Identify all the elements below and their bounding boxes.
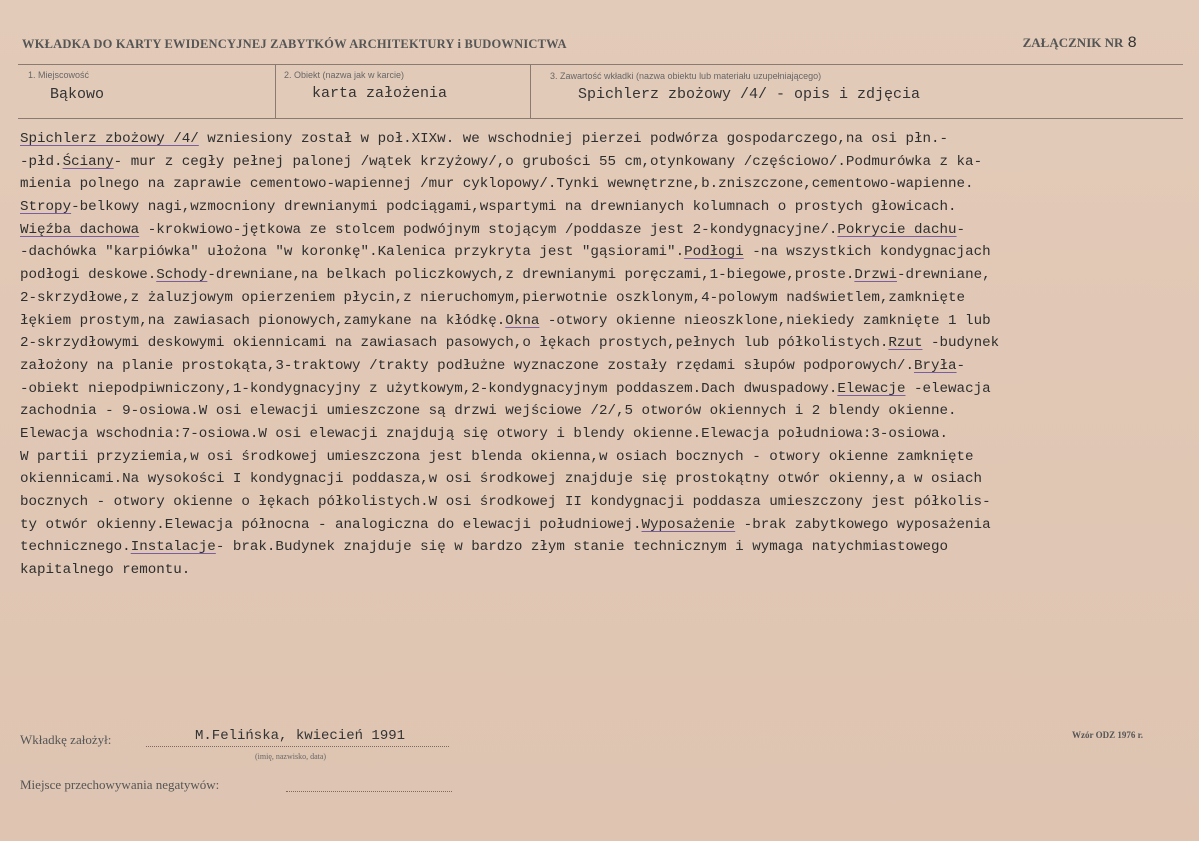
field-divider-2 <box>530 64 531 118</box>
text-line <box>20 468 1195 491</box>
text-line <box>20 332 1195 355</box>
text-line <box>20 423 1195 446</box>
contents-value: Spichlerz zbożowy /4/ - opis i zdjęcia <box>578 86 921 103</box>
text-segment: -brak zabytkowego wyposażenia <box>735 516 991 533</box>
section-heading: Pokrycie dachu <box>837 221 957 238</box>
text-line <box>20 491 1195 514</box>
section-heading: Stropy <box>20 199 72 216</box>
text-segment: Elewacja wschodnia:7-osiowa.W osi elewacji znajdują się otwory i blendy okienne.Elewacja południowa:3-osiowa. <box>20 425 949 442</box>
text-line <box>20 400 1195 423</box>
text-segment: bocznych - otwory okienne o łękach półkolistych.W osi środkowej II kondygnacji poddasza umieszczony jest półkolis- <box>20 494 991 510</box>
text-line <box>20 196 1195 219</box>
annex-number <box>1023 34 1137 52</box>
text-segment: 2-skrzydłowe,z żaluzjowym opierzeniem płycin,z nieruchomym,pierwotnie oszklonym,4-polowym nadświetlem,zamknięte <box>20 289 966 306</box>
locality-label: 1. Miejscowość <box>28 70 90 80</box>
text-line <box>20 264 1195 287</box>
text-line <box>20 446 1195 469</box>
contents-label: 3. Zawartość wkładki (nazwa obiektu lub materiału uzupełniającego) <box>550 71 822 81</box>
text-segment: -dachówka "karpiówka" ułożona "w koronkę".Kalenica przykryta jest "gąsiorami". <box>20 244 685 261</box>
annex-label: ZAŁĄCZNIK NR <box>1022 35 1124 50</box>
text-segment: -krokwiowo-jętkowa ze stolcem podwójnym stojącym /poddasze jest 2-kondygnacyjne/. <box>139 221 838 238</box>
section-heading: Rzut <box>888 335 923 352</box>
text-segment: -obiekt niepodpiwniczony,1-kondygnacyjny z użytkowym,2-kondygnacyjnym poddaszem.Dach dwuspadowy. <box>20 380 838 397</box>
text-segment: -drewniane,na belkach policzkowych,z drewnianymi poręczami,1-biegowe,proste. <box>207 267 855 284</box>
section-heading: Bryła <box>913 357 957 374</box>
section-heading: Drzwi <box>854 267 897 284</box>
text-line <box>20 310 1195 333</box>
section-heading: Wyposażenie <box>641 516 736 533</box>
field-box-bottom-rule <box>18 118 1183 119</box>
section-heading: Ściany <box>62 153 114 170</box>
text-line <box>20 173 1195 196</box>
form-reference: Wzór ODZ 1976 r. <box>1072 730 1143 740</box>
field-box-top-rule <box>18 64 1183 65</box>
text-line <box>20 378 1195 401</box>
founder-caption: (imię, nazwisko, data) <box>255 752 327 761</box>
object-label: 2. Obiekt (nazwa jak w karcie) <box>284 70 405 80</box>
text-segment: 2-skrzydłowymi deskowymi okiennicami na zawiasach pasowych,o łękach prostych,pełnych lub półkolistych. <box>20 335 889 352</box>
text-segment: -na wszystkich kondygnacjach <box>743 244 991 261</box>
text-segment: podłogi deskowe. <box>20 267 157 284</box>
text-line <box>20 559 1195 582</box>
text-segment: -belkowy nagi,wzmocniony drewnianymi podciągami,wspartymi na drewnianych kolumnach o prostych głowicach. <box>71 199 957 216</box>
text-segment: kapitalnego remontu. <box>20 562 191 579</box>
founder-value: M.Felińska, kwiecień 1991 <box>195 728 406 744</box>
text-segment: W partii przyziemia,w osi środkowej umieszczona jest blenda okienna,w osiach bocznych - otwory okienne zamknięte <box>20 448 974 465</box>
field-divider-1 <box>275 64 276 118</box>
text-segment: wzniesiony został w poł.XIXw. we wschodniej pierzei podwórza gospodarczego,na osi płn.- <box>198 131 949 147</box>
text-segment: -drewniane, <box>896 267 991 284</box>
section-heading: Instalacje <box>130 539 216 556</box>
text-segment: - <box>956 221 966 238</box>
text-line <box>20 219 1195 242</box>
section-heading: Schody <box>156 267 208 284</box>
object-value: karta założenia <box>312 85 448 102</box>
text-segment: - mur z cegły pełnej palonej /wątek krzyżowy/,o grubości 55 cm,otynkowany /częściowo/.Podmurówka z ka- <box>113 153 983 170</box>
description-text <box>20 128 1195 582</box>
founder-line <box>146 746 449 747</box>
text-segment: -budynek <box>922 335 1000 352</box>
text-segment: ty otwór okienny.Elewacja północna - analogiczna do elewacji południowej. <box>20 516 642 533</box>
section-heading: Okna <box>505 312 540 329</box>
text-line <box>20 151 1195 174</box>
document-title: WKŁADKA DO KARTY EWIDENCYJNEJ ZABYTKÓW ARCHITEKTURY i BUDOWNICTWA <box>22 37 567 51</box>
section-heading: Elewacje <box>837 380 906 397</box>
section-heading: Więźba dachowa <box>20 221 140 238</box>
text-segment: zachodnia - 9-osiowa.W osi elewacji umieszczone są drzwi wejściowe /2/,5 otworów okiennych i 2 blendy okienne. <box>20 403 957 420</box>
text-line <box>20 536 1195 559</box>
negatives-line <box>286 791 452 792</box>
section-heading: Spichlerz zbożowy /4/ <box>20 131 199 147</box>
text-line <box>20 128 1195 151</box>
text-segment: - brak.Budynek znajduje się w bardzo złym stanie technicznym i wymaga natychmiastowego <box>215 539 949 556</box>
text-segment: - <box>956 357 966 374</box>
text-segment: -elewacja <box>905 380 991 397</box>
text-line <box>20 355 1195 378</box>
section-heading: Podłogi <box>684 244 744 261</box>
text-line <box>20 241 1195 264</box>
text-line <box>20 514 1195 537</box>
text-segment: okiennicami.Na wysokości I kondygnacji poddasza,w osi środkowej znajduje się prostokątny otwór okienny,a w osiach <box>20 471 983 488</box>
text-segment: technicznego. <box>20 539 131 556</box>
founder-label: Wkładkę założył: <box>20 732 112 747</box>
negatives-label: Miejsce przechowywania negatywów: <box>20 777 220 792</box>
text-line <box>20 287 1195 310</box>
text-segment: -otwory okienne nieoszklone,niekiedy zamknięte 1 lub <box>539 312 991 329</box>
text-segment: mienia polnego na zaprawie cementowo-wapiennej /mur cyklopowy/.Tynki wewnętrzne,b.zniszczone,cementowo-wapienne. <box>20 176 974 193</box>
text-segment: łękiem prostym,na zawiasach pionowych,zamykane na kłódkę. <box>20 312 506 329</box>
text-segment: założony na planie prostokąta,3-traktowy /trakty podłużne wyznaczone zostały rzędami słupów podporowych/. <box>20 357 914 374</box>
locality-value: Bąkowo <box>50 86 105 103</box>
annex-number-value: 8 <box>1127 34 1137 52</box>
text-segment: -płd. <box>20 153 63 170</box>
